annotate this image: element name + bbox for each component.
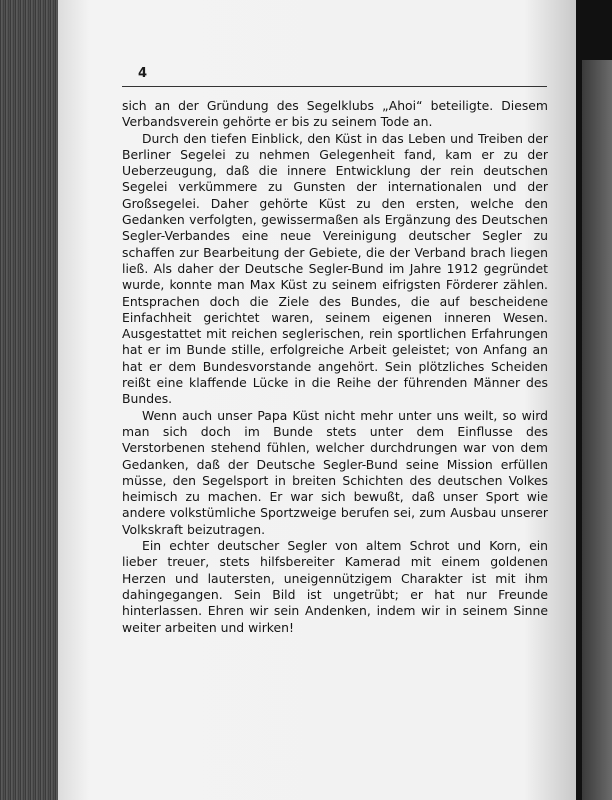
paragraph-4: Ein echter deutscher Segler von altem Schrot und Korn, ein lieber treuer, stets hilfsbereiter Kamerad mit einem goldenen Herzen und lautersten, uneigennützigem Charakter ist mit ihm dahingegangen. Sein Bild ist ungetrübt; er hat nur Freunde hinterlassen. Ehren wir sein Andenken, indem wir in seinem Sinne weiter arbeiten und wirken! [122, 538, 548, 635]
paragraph-2: Durch den tiefen Einblick, den Küst in das Leben und Treiben der Berliner Segelei zu nehmen Gelegenheit fand, kam er zu der Ueberzeugung, daß die innere Entwicklung der rein deutschen Segelei verkümmere zu Gunsten der internationalen und der Großsegelei. Daher gehörte Küst zu den ersten, welche den Gedanken verfolgten, gewissermaßen als Ergänzung des Deutschen Segler-Verbandes eine neue Vereinigung deutscher Segler zu schaffen zur Bearbeitung der Gebiete, die der Verband brach liegen ließ. Als daher der Deutsche Segler-Bund im Jahre 1912 gegründet wurde, konnte man Max Küst zu seinem eifrigsten Förderer zählen. Entsprachen doch die Ziele des Bundes, die auf bescheidene Einfachheit gerichtet waren, seinem eigenen inneren Wesen. Ausgestattet mit reichen seglerischen, rein sportlichen Erfahrungen hat er im Bunde stille, erfolgreiche Arbeit geleistet; von Anfang an hat er dem Bundesvorstande angehört. Sein plötzliches Scheiden reißt eine klaffende Lücke in die Reihe der führenden Männer des Bundes. [122, 130, 548, 407]
book-page-edges [0, 0, 62, 800]
header-rule [122, 86, 547, 87]
facing-page-edge [582, 60, 612, 800]
page-number: 4 [138, 66, 148, 81]
body-text [122, 98, 548, 636]
paragraph-1: sich an der Gründung des Segelklubs „Ahoi“ beteiligte. Diesem Verbandsverein gehörte er bis zu seinem Tode an. [122, 98, 548, 130]
paragraph-3: Wenn auch unser Papa Küst nicht mehr unter uns weilt, so wird man sich doch im Bunde stets unter dem Einflusse des Verstorbenen stehend fühlen, welcher durchdrungen war von dem Gedanken, daß der Deutsche Segler-Bund seine Mission erfüllen müsse, den Segelsport in breiten Schichten des deutschen Volkes heimisch zu machen. Er war sich bewußt, daß unser Sport wie andere volkstümliche Sportzweige berufen sei, zum Ausbau unserer Volkskraft beizutragen. [122, 407, 548, 537]
